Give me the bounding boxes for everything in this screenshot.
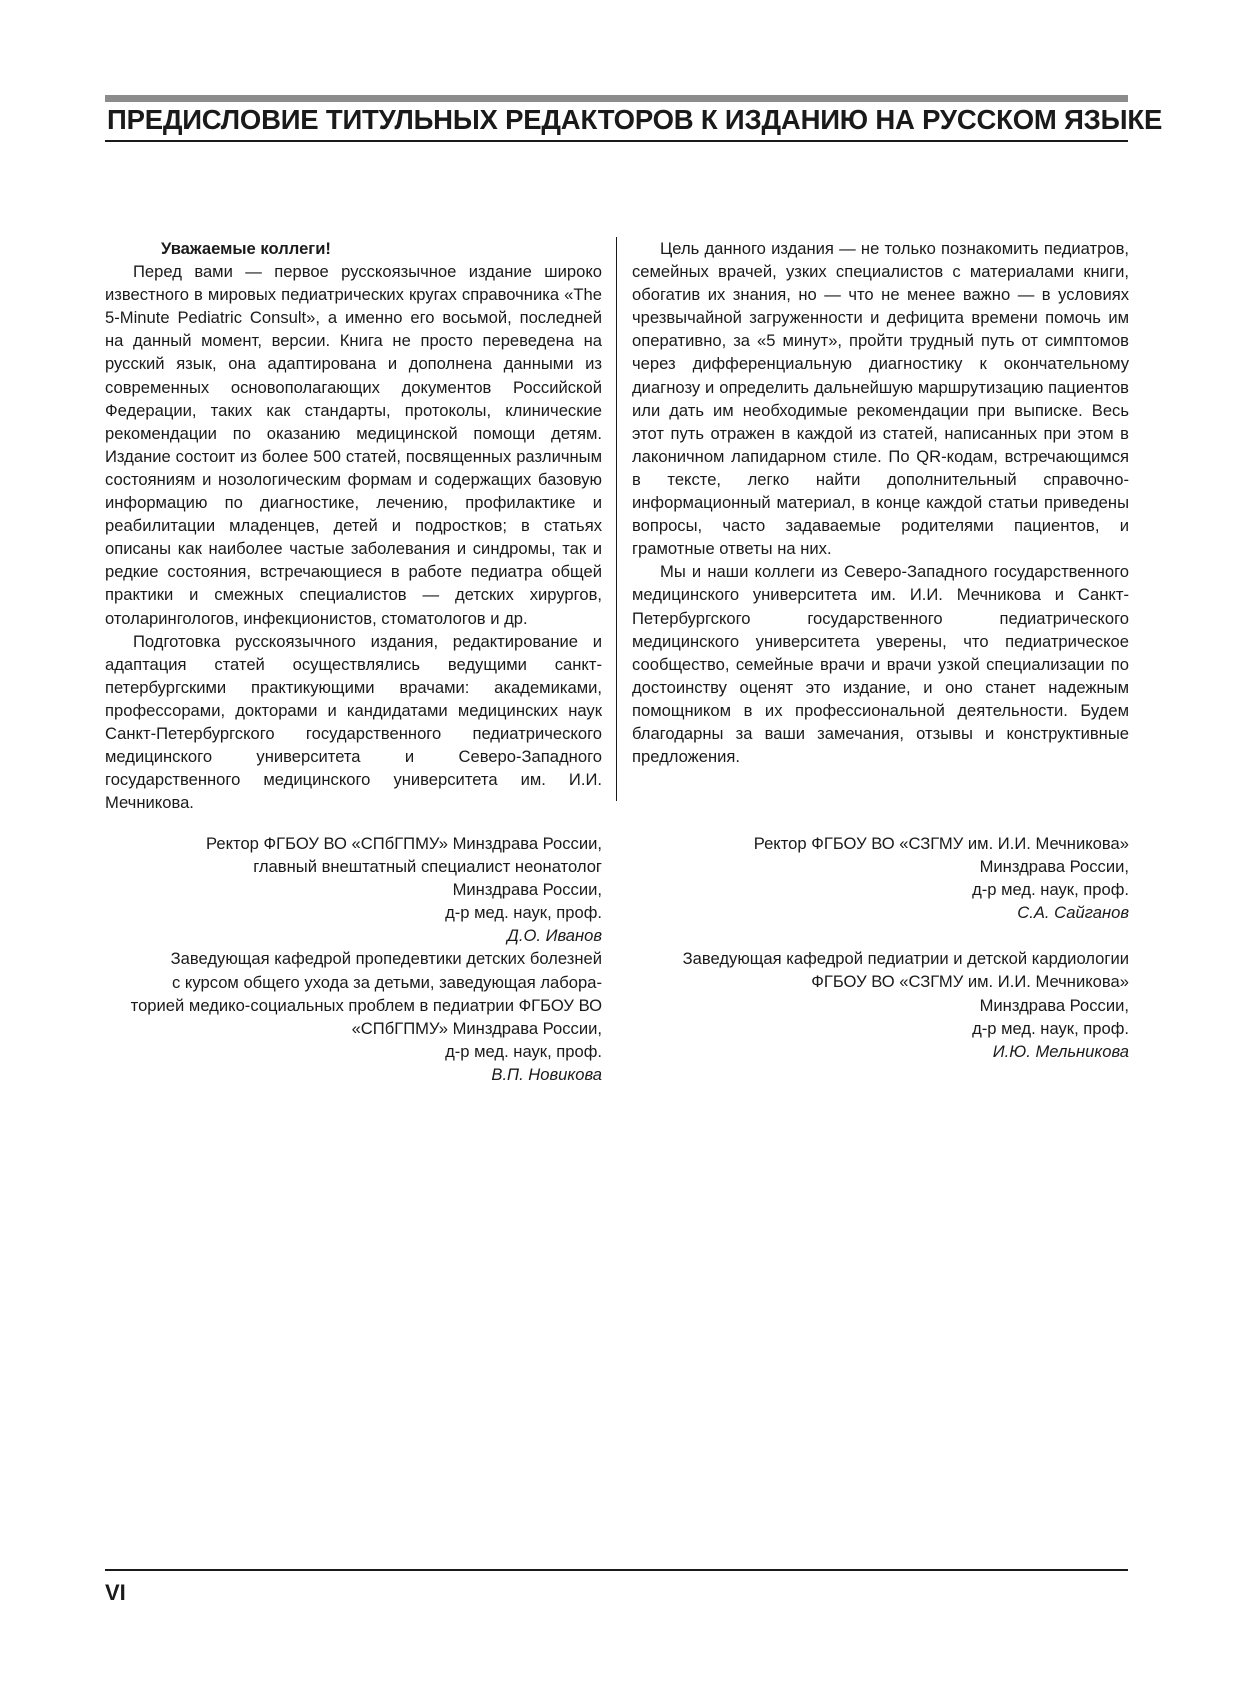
column-divider [616,237,617,801]
signature-block [105,832,602,947]
signature-line: главный внештатный специалист неонатолог [253,857,602,877]
signature-gap [632,924,1129,947]
signature-line: д-р мед. наук, проф. [445,903,602,923]
signature-line: «СПбГПМУ» Минздрава России, [351,1018,602,1038]
signatures-left [105,832,602,1086]
page-title: ПРЕДИСЛОВИЕ ТИТУЛЬНЫХ РЕДАКТОРОВ К ИЗДАНИЮ НА РУССКОМ ЯЗЫКЕ [107,104,1163,135]
signature-line: Заведующая кафедрой пропедевтики детских болезней [170,949,602,969]
signature-block [632,832,1129,924]
page-number: VI [105,1580,126,1605]
header-top-rule [105,95,1128,102]
signature-block [632,947,1129,1062]
signature-line: Ректор ФГБОУ ВО «СЗГМУ им. И.И. Мечникова» [753,834,1129,853]
greeting: Уважаемые коллеги! [161,239,331,258]
signature-line: Минздрава России, [979,995,1129,1015]
signatures-right [632,832,1129,1063]
left-column [105,237,602,814]
signature-line: д-р мед. наук, проф. [445,1041,602,1061]
signature-line: торией медико-социальных проблем в педиатрии ФГБОУ ВО [130,995,602,1015]
paragraph: Подготовка русскоязычного издания, редактирование и адаптация статей осуществлялись ведущими санкт-петербургскими практикующими врачами: академиками, профессорами, докторами и кандидатами медицинских наук Санкт-Петербургского государственного педиатрического медицинского университета и Северо-Западного государственного медицинского университета им. И.И. Мечникова. [105,631,602,813]
paragraph: Мы и наши коллеги из Северо-Западного государственного медицинского университета им. И.И. Мечникова и Санкт-Петербургского государственного педиатрического медицинского университета уверены, что педиатрическое сообщество, семейные врачи и врачи узкой специализации по достоинству оценят это издание, и оно станет надежным помощником в их профессиональной деятельности. Будем благодарны за ваши замечания, отзывы и конструктивные предложения. [632,562,1129,767]
header-underline [105,140,1128,142]
signature-line: д-р мед. наук, проф. [972,880,1129,900]
signature-line: Минздрава России, [452,880,602,900]
signature-name: И.Ю. Мельникова [992,1041,1129,1061]
signature-line: Ректор ФГБОУ ВО «СПбГПМУ» Минздрава России, [206,834,602,853]
signature-name: В.П. Новикова [491,1064,602,1084]
paragraph: Перед вами — первое русскоязычное издание широко известного в мировых педиатрических кругах справочника «The 5-Minute Pediatric Consult», а именно его восьмой, последней на данный момент, версии. Книга не просто переведена на русский язык, она адаптирована и дополнена данными из современных основополагающих документов Российской Федерации, таких как стандарты, протоколы, клинические рекомендации по оказанию медицинской помощи детям. Издание состоит из более 500 статей, посвященных различным состояниям и нозологическим формам и содержащих базовую информацию по диагностике, лечению, профилактике и реабилитации младенцев, детей и подростков; в статьях описаны как наиболее частые заболевания и синдромы, так и редкие состояния, встречающиеся в работе педиатра общей практики и смежных специалистов — детских хирургов, отоларингологов, инфекционистов, стоматологов и др. [105,262,602,628]
signature-line: Заведующая кафедрой педиатрии и детской кардиологии [682,949,1129,969]
paragraph: Цель данного издания — не только познакомить педиатров, семейных врачей, узких специалистов с материалами книги, обогатив их знания, но — что не менее важно — в условиях чрезвычайной загруженности и дефицита времени помочь им оперативно, за «5 минут», пройти трудный путь от симптомов через дифференциальную диагностику к окончательному диагнозу и определить дальнейшую маршрутизацию пациентов или дать им необходимые рекомендации при выписке. Весь этот путь отражен в каждой из статей, написанных при этом в лаконичном лапидарном стиле. По QR-кодам, встречающимся в тексте, легко найти дополнительный справочно-информационный материал, в конце каждой статьи приведены вопросы, часто задаваемые родителями пациентов, и грамотные ответы на них. [632,239,1129,559]
signature-line: Минздрава России, [979,857,1129,877]
signature-block [105,947,602,1086]
footer-rule [105,1569,1128,1571]
right-column [632,237,1129,768]
signature-name: Д.О. Иванов [507,926,602,946]
signature-line: д-р мед. наук, проф. [972,1018,1129,1038]
signature-line: с курсом общего ухода за детьми, заведующая лабора- [172,972,602,992]
signature-name: С.А. Сайганов [1017,903,1129,923]
signature-line: ФГБОУ ВО «СЗГМУ им. И.И. Мечникова» [811,972,1129,992]
